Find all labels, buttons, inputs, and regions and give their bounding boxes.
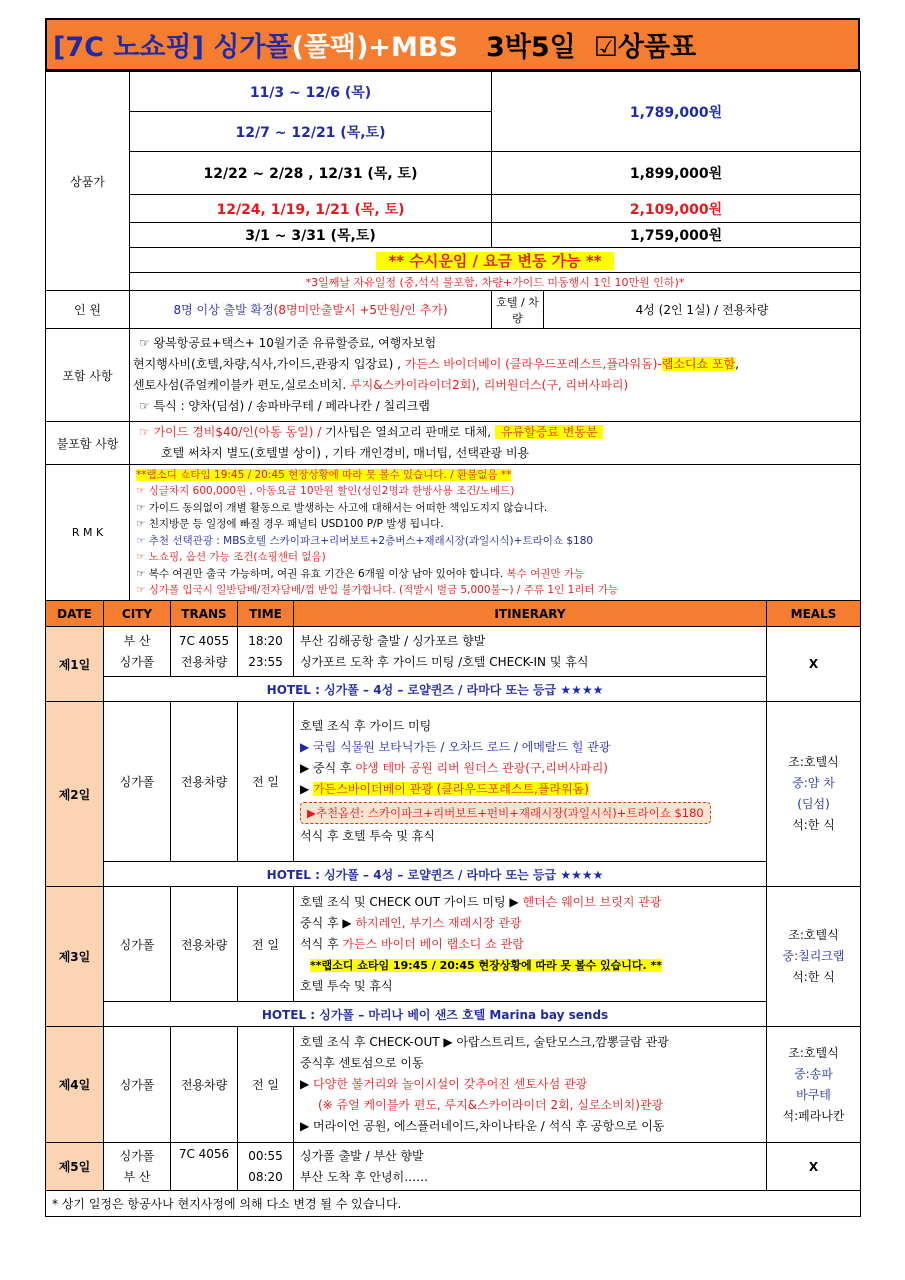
header-date: DATE [46, 601, 104, 627]
people-min: 8명 이상 출발 확정 [173, 303, 274, 317]
include-line-3 [133, 375, 857, 396]
people-surcharge: (8명미만출발시 +5만원/인 추가) [273, 303, 448, 317]
day4-meals [767, 1027, 861, 1143]
header-time: TIME [238, 601, 294, 627]
day2-hotel-name: HOTEL : 싱가폴 – 4성 – 로얄퀸즈 / 라마다 또는 등급 [266, 867, 557, 882]
price-period-2: 12/7 ~ 12/21 (목,토) [130, 112, 492, 152]
price-label: 상품가 [46, 72, 130, 291]
people-value [130, 291, 492, 329]
day2-meal-3: (딤섬) [797, 797, 830, 811]
day3-showtime-note: **랩소디 쇼타임 19:45 / 20:45 현장상황에 따라 못 볼수 있습니다. ** [310, 958, 663, 972]
day2-it-3 [300, 758, 763, 779]
day5-meals: X [767, 1143, 861, 1191]
day2-hotel [104, 862, 767, 887]
include-luge: 루지&스카이라이더2회), [350, 378, 480, 392]
day3-it-3-show: 가든스 바이더 베이 랩소디 쇼 관람 [342, 936, 524, 951]
header-meals: MEALS [767, 601, 861, 627]
day3-it-5: 호텔 투숙 및 휴식 [300, 978, 393, 993]
exclude-label: 불포함 사항 [46, 422, 130, 465]
header-trans: TRANS [171, 601, 238, 627]
people-label: 인 원 [46, 291, 130, 329]
day5-trans: 7C 4056 [171, 1143, 238, 1191]
rmk-passport-note: 복수 여권만 가능 [506, 567, 585, 580]
day1-city-2: 싱가폴 [119, 654, 155, 669]
day3-it-2-haji: 하지레인, 부기스 재래시장 관광 [355, 915, 522, 930]
day1-time-1: 18:20 [248, 633, 283, 648]
include-local-cost: 현지행사비(호텔,차량,식사,가이드,관광지 입장료) , [133, 357, 401, 371]
include-line-4: ☞ 특식 : 양차(딤섬) / 송파바쿠테 / 페라나칸 / 칠리크랩 [139, 399, 430, 413]
header-itinerary: ITINERARY [294, 601, 767, 627]
price-notice: ** 수시운임 / 요금 변동 가능 ** [376, 252, 613, 270]
include-gardens: 가든스 바이더베이 (클라우드포레스트,플라워돔)- [404, 357, 662, 371]
footnote: * 상기 일정은 항공사나 현지사정에 의해 다소 변경 될 수 있습니다. [46, 1191, 861, 1217]
include-line-1: ☞ 왕복항공료+택스+ 10월기준 유류할증료, 여행자보험 [139, 336, 437, 350]
day2-hotel-stars: ★★★★ [560, 867, 604, 882]
rmk-line-6: ☞ 노쇼핑, 옵션 가능 조건(쇼핑센터 없음) [136, 551, 326, 563]
free-day-note: *3일째날 자유일정 (중,석식 불포함, 차량+가이드 미동행시 1인 10만원 인하)* [130, 273, 861, 291]
day2-it-4-prefix: ▶ [300, 782, 310, 796]
include-riverwonders: 리버원더스(구, 리버사파리) [483, 378, 629, 392]
price-period-1: 11/3 ~ 12/6 (목) [130, 72, 492, 112]
day4-itinerary [294, 1027, 767, 1143]
day5-it-2: 부산 도착 후 안녕히…… [300, 1169, 429, 1184]
day2-it-3-riverwonders: 야생 테마 공원 리버 원더스 관광(구,리버사파리) [355, 761, 608, 775]
title-doc-type: ☑상품표 [593, 32, 697, 63]
day3-meal-2: 중:칠리크랩 [782, 949, 845, 963]
day4-it-3-prefix: ▶ [300, 1077, 310, 1091]
day5-city [104, 1143, 171, 1191]
day3-date: 제3일 [46, 887, 104, 1027]
day5-itinerary [294, 1143, 767, 1191]
price-period-5: 3/1 ~ 3/31 (목,토) [130, 223, 492, 248]
exclude-guide-fee: ☞ 가이드 경비$40/인(아동 동일) / [139, 425, 322, 439]
day5-it-1: 싱가폴 출발 / 부산 향발 [300, 1148, 424, 1163]
day2-it-4 [300, 779, 763, 800]
exclude-fuel: 유류할증료 변동분 [495, 425, 604, 439]
day2-trans: 전용차량 [171, 702, 238, 862]
include-content [130, 329, 861, 422]
day3-meal-1: 조:호텔식 [788, 928, 839, 942]
include-sentosa: 센토사섬(쥬얼케이블카 편도,실로소비치. [133, 378, 347, 392]
price-value-4: 2,109,000원 [492, 195, 861, 223]
hotel-car-value: 4성 (2인 1실) / 전용차량 [544, 291, 861, 329]
day3-itinerary [294, 887, 767, 1002]
rmk-line-1 [136, 467, 857, 484]
day1-itinerary [294, 627, 767, 677]
exclude-driver-tip: 기사팁은 열쇠고리 판매로 대체, [325, 425, 492, 439]
day1-date: 제1일 [46, 627, 104, 702]
day4-it-5: ▶ 머라이언 공원, 에스플러네이드,차이나타운 / 석식 후 공항으로 이동 [300, 1119, 665, 1133]
price-value-5: 1,759,000원 [492, 223, 861, 248]
day5-time [238, 1143, 294, 1191]
include-line-2 [133, 354, 857, 375]
rmk-line-5: ☞ 추천 선택관광 : MBS호텔 스카이파크+리버보트+2층버스+재래시장(과일시식)+트라이쇼 $180 [136, 534, 594, 547]
day3-it-1 [300, 892, 763, 913]
day1-hotel-stars: ★★★★ [560, 682, 604, 697]
rmk-line-4: ☞ 친지방문 등 일정에 빠질 경우 패널티 USD100 P/P 발생 됩니다. [136, 518, 444, 530]
day1-meals: X [767, 627, 861, 702]
itinerary-document [45, 18, 860, 1217]
day5-city-1: 싱가폴 [119, 1148, 155, 1163]
rmk-line-2: ☞ 싱글차지 600,000원 , 아동요금 10만원 할인(성인2명과 한방사용 조건/노베드) [136, 485, 515, 497]
info-table [45, 71, 861, 601]
day4-city: 싱가폴 [104, 1027, 171, 1143]
day1-city-1: 부 산 [123, 633, 151, 648]
day5-date: 제5일 [46, 1143, 104, 1191]
day2-date: 제2일 [46, 702, 104, 887]
rmk-line-7 [136, 566, 857, 583]
day1-hotel-name: HOTEL : 싱가폴 – 4성 – 로얄퀸즈 / 라마다 또는 등급 [266, 682, 557, 697]
day4-meal-1: 조:호텔식 [788, 1045, 839, 1060]
include-rhapsody: 랩소디쇼 포함 [661, 357, 736, 371]
rmk-line-8: ☞ 싱가폴 입국시 일반담배/전자담배/껌 반입 불가합니다. (적발시 벌금 5,000불~) / 주류 1인 1리터 가능 [136, 584, 619, 596]
rmk-passport: ☞ 복수 여권만 출국 가능하며, 여권 유효 기간은 6개월 이상 남아 있어야 합니다. [136, 567, 504, 580]
day4-it-3 [300, 1074, 763, 1095]
day4-meal-4: 석:페라나칸 [782, 1108, 845, 1123]
day4-it-1: 호텔 조식 후 CHECK-OUT ▶ 아랍스트리트, 술탄모스크,깜뽕글람 관광 [300, 1035, 669, 1049]
day5-city-2: 부 산 [123, 1169, 151, 1184]
day5-time-1: 00:55 [248, 1148, 283, 1163]
day4-it-3-sentosa: 다양한 볼거리와 놀이시설이 갖추어진 센토사섬 관광 [313, 1077, 588, 1091]
price-period-3: 12/22 ~ 2/28 , 12/31 (목, 토) [130, 152, 492, 195]
day1-it-1: 부산 김해공항 출발 / 싱가포르 향발 [300, 633, 486, 648]
rmk-line-3: ☞ 가이드 동의없이 개별 활동으로 발생하는 사고에 대해서는 어떠한 책임도지지 않습니다. [136, 501, 548, 514]
itinerary-table [45, 600, 861, 1217]
day2-it-5: 석식 후 호텔 투숙 및 휴식 [300, 829, 435, 843]
day4-meal-3: 바쿠테 [796, 1087, 831, 1102]
exclude-content [130, 422, 861, 465]
day1-city [104, 627, 171, 677]
day3-hotel: HOTEL : 싱가폴 – 마리나 베이 샌즈 호텔 Marina bay sends [104, 1002, 767, 1027]
day2-recommended-option: ▶추천옵션: 스카이파크+리버보트+펀비+재래시장(과일시식)+트라이쇼 $180 [300, 802, 711, 824]
document-title [45, 18, 860, 71]
hotel-car-label: 호텔 / 차량 [492, 291, 544, 329]
day2-itinerary [294, 702, 767, 862]
day3-it-4 [300, 955, 763, 976]
day4-meal-2: 중:송파 [794, 1066, 833, 1081]
title-package: (풀팩)+MBS [292, 25, 458, 64]
price-value-3: 1,899,000원 [492, 152, 861, 195]
day4-trans: 전용차량 [171, 1027, 238, 1143]
day2-time: 전 일 [238, 702, 294, 862]
rmk-content [130, 465, 861, 601]
day4-it-4: (※ 쥬얼 케이블카 편도, 루지&스카이라이더 2회, 실로소비치)관광 [318, 1098, 664, 1112]
day4-time: 전 일 [238, 1027, 294, 1143]
day3-trans: 전용차량 [171, 887, 238, 1002]
day3-city: 싱가폴 [104, 887, 171, 1002]
day3-it-3 [300, 934, 763, 955]
rmk-showtime: **랩소디 쇼타임 19:45 / 20:45 현장상황에 따라 못 볼수 있습니다. / 환불없음 ** [136, 468, 512, 481]
day3-meals [767, 887, 861, 1027]
day2-meal-1: 조:호텔식 [788, 755, 839, 769]
day2-it-4-gardens: 가든스바이더베이 관광 (클라우드포레스트,플라워돔) [313, 782, 589, 796]
header-city: CITY [104, 601, 171, 627]
day1-time [238, 627, 294, 677]
day4-it-2: 중식후 센토섬으로 이동 [300, 1056, 424, 1070]
day1-it-2: 싱가포르 도착 후 가이드 미팅 /호텔 CHECK-IN 및 휴식 [300, 654, 589, 669]
day3-it-2-prefix: 중식 후 ▶ [300, 915, 352, 930]
rmk-label: R M K [46, 465, 130, 601]
day2-city: 싱가폴 [104, 702, 171, 862]
exclude-line-1 [133, 422, 857, 443]
price-period-4: 12/24, 1/19, 1/21 (목, 토) [130, 195, 492, 223]
title-duration: 3박5일 [485, 32, 576, 63]
day2-it-3-prefix: ▶ 중식 후 [300, 761, 352, 775]
day3-it-1-prefix: 호텔 조식 및 CHECK OUT 가이드 미팅 ▶ [300, 894, 519, 909]
day1-trans-1: 7C 4055 [178, 633, 230, 648]
day2-it-2: ▶ 국립 식물원 보타닉가든 / 오차드 로드 / 에메랄드 힐 관광 [300, 740, 611, 754]
price-value-merged: 1,789,000원 [492, 72, 861, 152]
include-label: 포함 사항 [46, 329, 130, 422]
day3-it-2 [300, 913, 763, 934]
day2-meal-4: 석:한 식 [792, 818, 835, 832]
day1-trans-2: 전용차량 [180, 654, 228, 669]
day1-time-2: 23:55 [248, 654, 283, 669]
day5-time-2: 08:20 [248, 1169, 283, 1184]
day3-time: 전 일 [238, 887, 294, 1002]
day3-it-1-henderson: 헨더슨 웨이브 브릿지 관광 [522, 894, 662, 909]
day2-meal-2: 중:얌 차 [792, 776, 835, 790]
day3-meal-3: 석:한 식 [792, 970, 835, 984]
day2-meals [767, 702, 861, 887]
day4-date: 제4일 [46, 1027, 104, 1143]
day1-hotel [104, 677, 767, 702]
day3-it-3-prefix: 석식 후 [300, 936, 339, 951]
day1-trans [171, 627, 238, 677]
exclude-line-2: 호텔 써차지 별도(호텔별 상이) , 기타 개인경비, 매너팁, 선택관광 비용 [161, 446, 530, 460]
price-notice-cell [130, 248, 861, 273]
include-comma: , [735, 357, 739, 371]
day2-it-1: 호텔 조식 후 가이드 미팅 [300, 719, 432, 733]
title-product: [7C 노쇼핑] 싱가폴 [53, 32, 292, 63]
